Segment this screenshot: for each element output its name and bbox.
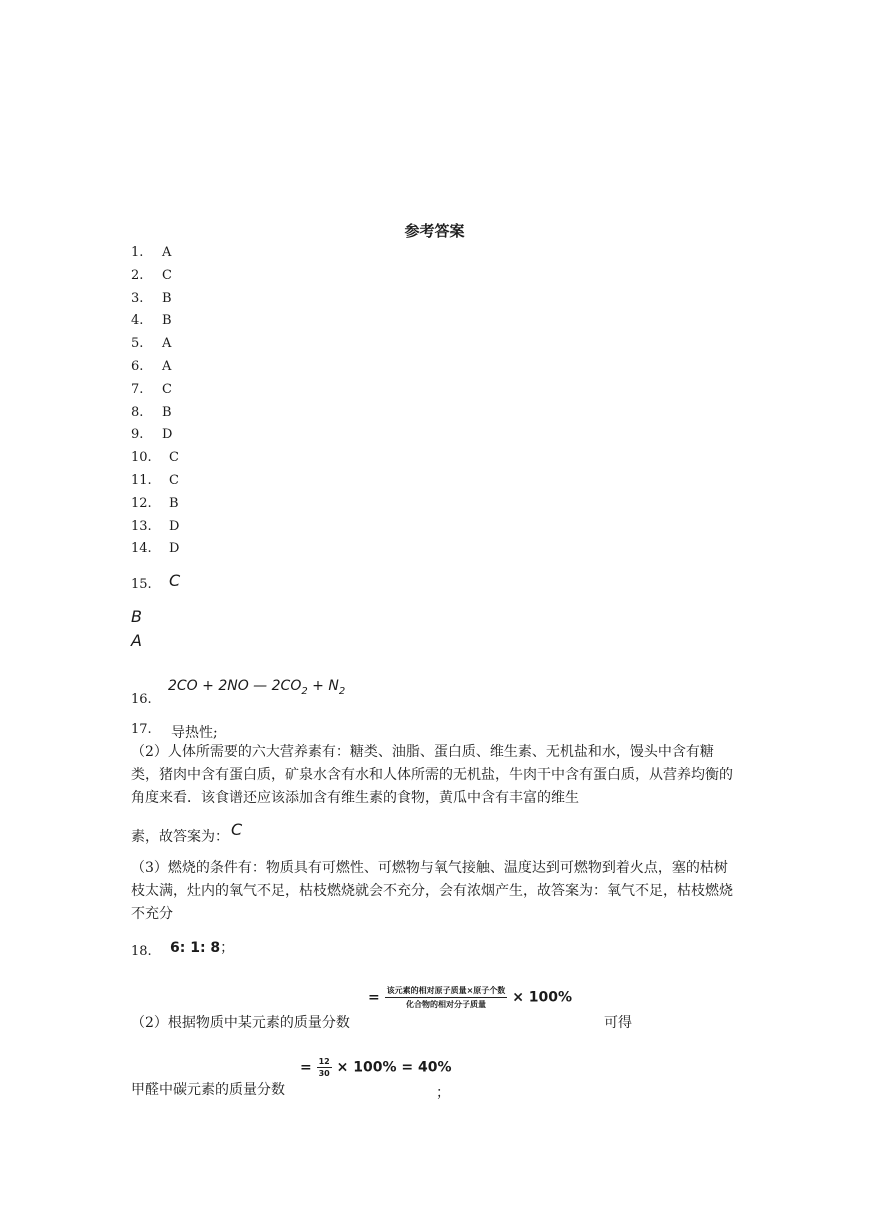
answer-letter: B <box>162 313 172 329</box>
q17-paragraph-2-end <box>131 820 243 846</box>
answer-item <box>131 404 172 420</box>
answer-item <box>131 541 180 557</box>
answer-number: 5. <box>131 336 144 352</box>
equation-plus: + N <box>307 678 339 694</box>
answer-text: 素，故答案为： <box>131 829 229 845</box>
answer-number: 11. <box>131 473 152 488</box>
answer-letter: B <box>169 495 179 511</box>
answer-number: 4. <box>131 313 144 329</box>
answer-letter: A <box>162 245 172 260</box>
answer-item <box>131 290 172 306</box>
answer-item <box>131 245 172 260</box>
answer-item-17 <box>131 722 218 741</box>
answer-letter: A <box>162 336 172 352</box>
answer-letter: C <box>169 450 179 466</box>
answer-number: 15. <box>131 577 152 592</box>
answer-number: 1. <box>131 245 144 260</box>
times-100: × 100% <box>512 989 573 1006</box>
q17-paragraph-3: （3）燃烧的条件有：物质具有可燃性、可燃物与氧气接触、温度达到可燃物到着火点，塞的枯树枝太满，灶内的氧气不足，枯枝燃烧就会不充分，会有浓烟产生，故答案为：氧气不足，枯枝燃烧不充分 <box>131 860 733 922</box>
equation-sub: 2 <box>301 685 308 697</box>
q18-text-2: （2）根据物质中某元素的质量分数 <box>131 1015 350 1031</box>
answer-item <box>131 313 172 329</box>
equation-sub: 2 <box>338 685 346 697</box>
q18-text-3: 甲醛中碳元素的质量分数 <box>131 1082 285 1098</box>
q18-text-3-end: ； <box>436 1085 450 1101</box>
answer-letter: D <box>162 427 173 443</box>
answer-letter: C <box>162 267 172 283</box>
formula-2: = $\frac{12}{30}$ × 100% = 40% <box>300 1057 452 1078</box>
answer-letter: C <box>162 381 172 397</box>
q17-paragraph-2: （2）人体所需要的六大营养素有：糖类、油脂、蛋白质、维生素、无机盐和水，馒头中含有糖类，猪肉中含有蛋白质，矿泉水含有水和人体所需的无机盐，牛肉干中含有蛋白质，从营养均衡的角度来看．该食谱还应该添加含有维生素的食物，黄瓜中含有丰富的维生 <box>131 744 733 806</box>
q18-text-2-end: 可得 <box>604 1015 632 1031</box>
fraction-numerator: 该元素的相对原子质量×原子个数 <box>385 985 508 998</box>
answer-number: 8. <box>131 404 144 420</box>
answer-number: 18. <box>131 944 152 959</box>
answer-number: 7. <box>131 381 144 397</box>
answer-letter: B <box>162 290 172 306</box>
answer-15-a: A <box>131 631 142 650</box>
answer-item-16 <box>131 692 152 707</box>
fraction-denominator: 30 <box>318 1069 330 1078</box>
answer-number: 16. <box>131 692 152 707</box>
fraction <box>385 985 508 1010</box>
answer-item <box>131 518 180 534</box>
answer-number: 3. <box>131 290 144 306</box>
answer-item <box>131 381 172 397</box>
answer-letter: D <box>169 541 180 557</box>
answer-item <box>131 473 179 488</box>
fraction-numerator: 12 <box>318 1057 330 1066</box>
ratio <box>170 937 234 957</box>
answer-number: 6. <box>131 359 144 374</box>
answer-15-b: B <box>131 607 142 626</box>
answer-letter: C <box>169 571 181 590</box>
answer-item-15 <box>131 571 181 592</box>
answer-letter: C <box>231 820 243 839</box>
answer-item <box>131 450 179 466</box>
answer-item <box>131 336 172 352</box>
answer-letter: C <box>169 473 179 488</box>
result: × 100% = 40% <box>336 1059 452 1076</box>
answer-item-18 <box>131 944 152 959</box>
formula-1: = $\frac{\text{该元素的相对原子质量×原子个数}}{\text{化合物的相对分子质量}}$ × 100% <box>368 986 573 1009</box>
answer-item <box>131 359 172 374</box>
ratio-end: ； <box>220 940 235 956</box>
answer-letter: A <box>162 359 172 374</box>
fraction-denominator: 化合物的相对分子质量 <box>405 1000 486 1009</box>
equation <box>168 678 345 697</box>
answer-number: 14. <box>131 541 152 557</box>
answer-number: 17. <box>131 722 152 737</box>
answer-item <box>131 495 179 511</box>
answer-number: 12. <box>131 495 152 511</box>
page-title: 参考答案 <box>404 222 465 240</box>
answer-number: 9. <box>131 427 144 443</box>
fraction <box>317 1057 332 1078</box>
answer-item <box>131 427 173 443</box>
answer-letter: B <box>162 404 172 420</box>
ratio-value: 6: 1: 8 <box>170 940 221 956</box>
answer-letter: D <box>169 518 180 534</box>
answer-item <box>131 267 172 283</box>
answer-number: 13. <box>131 518 152 534</box>
equation-main: 2CO + 2NO — 2CO <box>168 678 302 694</box>
answer-text: 导热性; <box>171 725 218 741</box>
answer-number: 2. <box>131 267 144 283</box>
answer-number: 10. <box>131 450 152 466</box>
